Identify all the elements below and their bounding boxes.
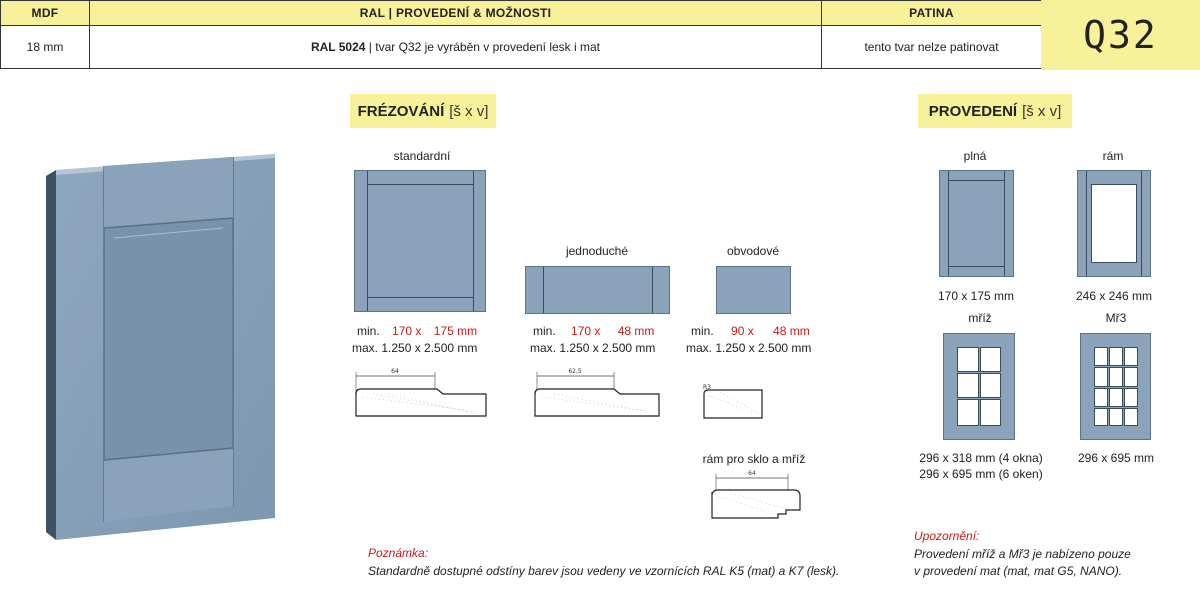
design-frame-size: 246 x 246 mm	[1075, 289, 1153, 303]
min-width: 90 x	[731, 324, 754, 338]
min-height: 48 mm	[773, 324, 810, 338]
model-code: Q32	[1083, 13, 1158, 57]
min-label: min.	[691, 324, 714, 338]
note-title: Poznámka:	[368, 546, 429, 560]
milling-simple-profile	[532, 364, 672, 424]
frame-profile-dim: 64	[748, 470, 756, 477]
header-ral-text: RAL | PROVEDENÍ & MOŽNOSTI	[359, 6, 552, 20]
milling-standard-panel	[354, 170, 486, 312]
frame-profile	[706, 466, 816, 526]
warning-line-1: Provedení mříž a Mř3 je nabízeno pouze	[914, 547, 1131, 561]
patina-value: tento tvar nelze patinovat	[864, 40, 999, 54]
milling-edge-min	[691, 324, 821, 338]
design-grid-panel	[943, 333, 1015, 440]
design-m3-panel	[1080, 333, 1151, 440]
design-frame-panel	[1077, 170, 1151, 277]
header-mdf-label	[0, 0, 90, 26]
milling-title: FRÉZOVÁNÍ	[357, 102, 445, 120]
min-width: 170 x	[392, 324, 422, 338]
door-illustration	[30, 148, 290, 543]
designs-title-dim: [š x v]	[1022, 102, 1062, 120]
milling-edge-max: max. 1.250 x 2.500 mm	[686, 341, 812, 355]
mdf-value: 18 mm	[26, 40, 64, 54]
warning-title: Upozornění:	[914, 529, 980, 543]
milling-standard-label: standardní	[393, 149, 451, 163]
header-patina-text: PATINA	[909, 6, 954, 20]
milling-standard-min	[357, 324, 487, 338]
design-solid-panel	[939, 170, 1014, 277]
min-label: min.	[533, 324, 556, 338]
milling-section-title	[350, 94, 496, 128]
milling-simple-profile-dim: 62,5	[568, 368, 582, 375]
min-height: 175 mm	[433, 324, 478, 338]
header-patina-label	[821, 0, 1042, 26]
frame-profile-label: rám pro sklo a mříž	[702, 452, 806, 466]
milling-standard-profile-dim: 64	[391, 368, 399, 375]
milling-simple-max: max. 1.250 x 2.500 mm	[530, 341, 656, 355]
patina-value-cell	[821, 25, 1042, 69]
min-label: min.	[357, 324, 380, 338]
note-text: Standardně dostupné odstíny barev jsou vedeny ve vzornících RAL K5 (mat) a K7 (lesk).	[368, 564, 840, 578]
design-frame-label: rám	[1102, 149, 1124, 163]
milling-edge-label: obvodové	[726, 244, 780, 258]
model-code-badge	[1041, 0, 1200, 70]
designs-section-title	[918, 94, 1072, 128]
min-height: 48 mm	[617, 324, 655, 338]
design-grid-size-2: 296 x 695 mm (6 oken)	[919, 467, 1043, 481]
milling-simple-min	[533, 324, 663, 338]
ral-value-cell	[89, 25, 822, 69]
designs-title: PROVEDENÍ	[928, 102, 1018, 120]
milling-title-dim: [š x v]	[449, 102, 489, 120]
ral-code: RAL 5024	[310, 40, 366, 54]
design-m3-size: 296 x 695 mm	[1077, 451, 1155, 465]
design-grid-size: 296 x 318 mm (4 okna)	[919, 451, 1043, 465]
header-mdf-text: MDF	[31, 6, 59, 20]
milling-edge-profile-dim: R3	[703, 384, 711, 391]
milling-edge-profile	[700, 380, 770, 426]
milling-simple-label: jednoduché	[565, 244, 629, 258]
design-solid-size: 170 x 175 mm	[937, 289, 1015, 303]
milling-edge-panel	[716, 266, 791, 314]
mdf-value-cell	[0, 25, 90, 69]
milling-standard-max: max. 1.250 x 2.500 mm	[352, 341, 478, 355]
min-width: 170 x	[571, 324, 601, 338]
design-solid-label: plná	[963, 149, 987, 163]
design-m3-label: Mř3	[1105, 311, 1127, 325]
warning-line-2: v provedení mat (mat, mat G5, NANO).	[914, 564, 1123, 578]
milling-standard-profile	[353, 364, 493, 424]
milling-simple-panel	[525, 266, 670, 314]
header-ral-label	[89, 0, 822, 26]
design-grid-label: mříž	[968, 311, 992, 325]
ral-description: | tvar Q32 je vyráběn v provedení lesk i mat	[365, 40, 601, 54]
